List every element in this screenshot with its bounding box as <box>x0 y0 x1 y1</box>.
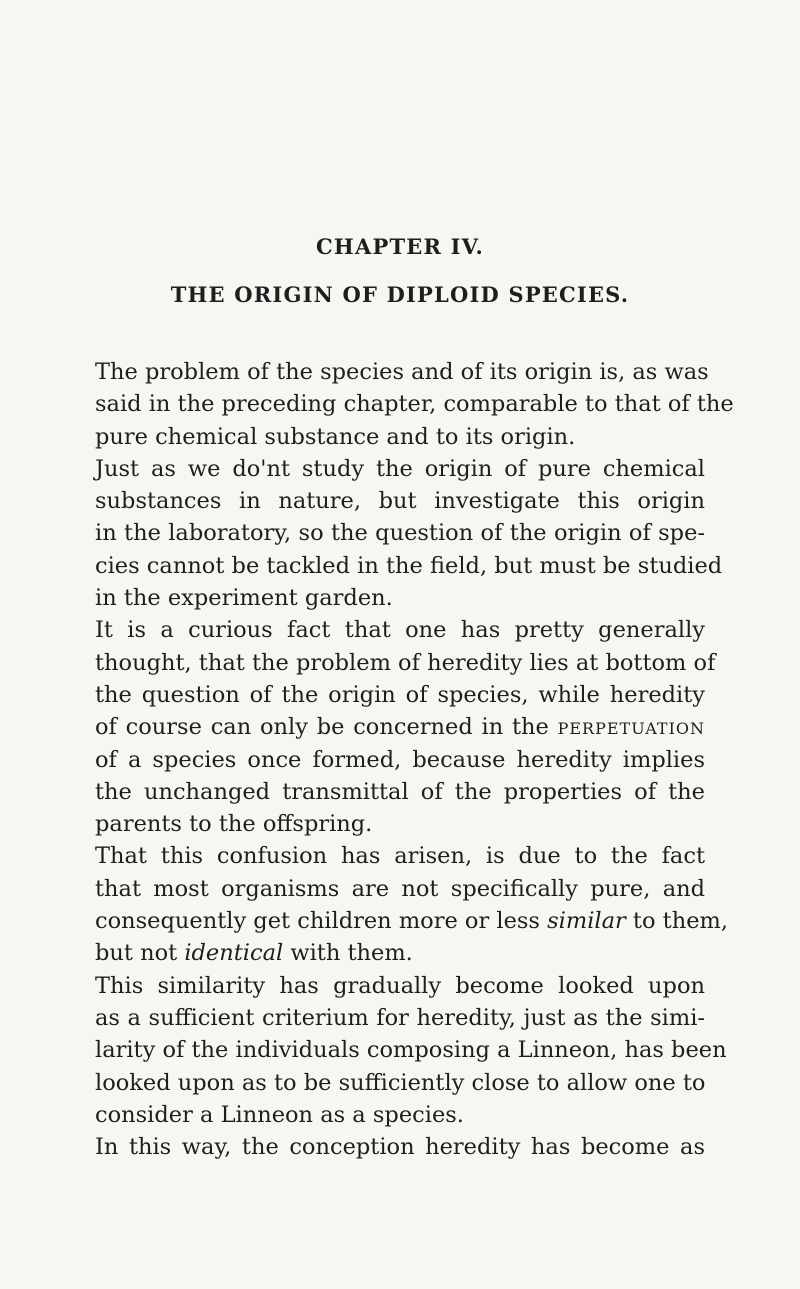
text-line: That this confusion has arisen, is due to the fact <box>95 843 705 870</box>
text-line: consider a Linneon as a species. <box>95 1101 464 1128</box>
small-caps-word: perpetuation <box>557 714 705 741</box>
italic-word: similar <box>547 908 626 935</box>
text-line: said in the preceding chapter, comparable to that of the <box>95 391 734 418</box>
body-text <box>95 356 734 1163</box>
text-run: to them, <box>625 908 729 935</box>
text-line <box>95 937 705 969</box>
text-line: pure chemical substance and to its origin. <box>95 423 576 450</box>
text-line: Just as we do'nt study the origin of pure chemical <box>95 455 705 482</box>
text-run: consequently get children more or less <box>95 908 548 935</box>
text-line: in the experiment garden. <box>95 585 393 612</box>
text-line: in the laboratory, so the question of the origin of spe- <box>95 520 705 547</box>
text-run: with them. <box>283 940 413 967</box>
text-run: of course can only be concerned in the <box>95 714 558 741</box>
text-line: as a sufficient criterium for heredity, just as the simi- <box>95 1004 705 1031</box>
text-line: The problem of the species and of its origin is, as was <box>95 359 709 385</box>
text-run: but not <box>95 940 185 967</box>
text-line: This similarity has gradually become looked upon <box>95 972 705 999</box>
text-line: substances in nature, but investigate this origin <box>95 488 705 515</box>
text-line: the question of the origin of species, while heredity <box>95 681 705 708</box>
text-line: In this way, the conception heredity has become as <box>95 1134 705 1161</box>
text-line <box>95 905 729 937</box>
chapter-label: CHAPTER IV. <box>316 234 484 259</box>
text-line: looked upon as to be sufficiently close to allow one to <box>95 1069 706 1096</box>
chapter-title: THE ORIGIN OF DIPLOID SPECIES. <box>170 282 630 307</box>
text-line: larity of the individuals composing a Linneon, has been <box>95 1037 727 1064</box>
text-line: cies cannot be tackled in the field, but must be studied <box>95 552 723 579</box>
text-line: that most organisms are not specifically pure, and <box>95 875 705 902</box>
text-line: thought, that the problem of heredity lies at bottom of <box>95 649 716 676</box>
text-line: the unchanged transmittal of the properties of the <box>95 778 705 805</box>
italic-word: identical <box>184 940 284 967</box>
text-line: It is a curious fact that one has pretty generally <box>95 617 705 644</box>
text-line: of a species once formed, because heredity implies <box>95 746 705 773</box>
text-line <box>95 711 705 743</box>
text-line: parents to the offspring. <box>95 811 373 838</box>
